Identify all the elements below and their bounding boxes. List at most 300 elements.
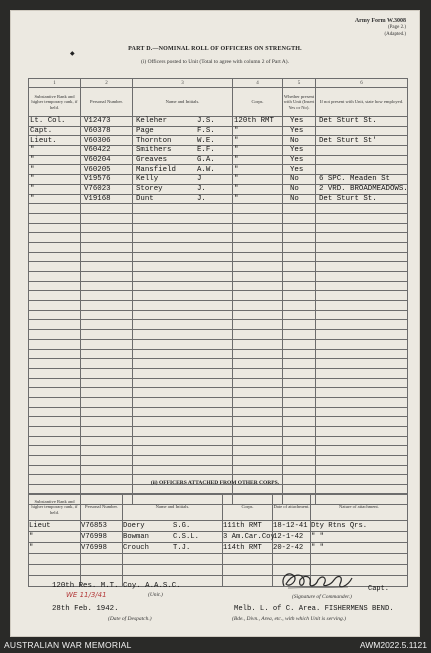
empty-cell (29, 310, 81, 320)
form-adapted: (Adapted.) (384, 32, 406, 37)
empty-cell (133, 446, 233, 456)
empty-cell (81, 310, 133, 320)
empty-cell (283, 281, 316, 291)
rank-cell: Lt. Col. (29, 117, 81, 127)
empty-cell (29, 233, 81, 243)
rank-cell: " (29, 155, 81, 165)
empty-cell (316, 397, 408, 407)
empty-cell (233, 213, 283, 223)
empty-cell (81, 330, 133, 340)
table-row (29, 407, 408, 417)
empty-cell (283, 388, 316, 398)
name-cell (133, 175, 233, 185)
empty-cell (316, 417, 408, 427)
corps-cell: " (233, 126, 283, 136)
table-row (29, 223, 408, 233)
empty-cell (133, 252, 233, 262)
empty-cell (316, 281, 408, 291)
empty-cell (283, 204, 316, 214)
number-cell: V60378 (81, 126, 133, 136)
empty-cell (81, 233, 133, 243)
table-row (29, 310, 408, 320)
number-cell: V76853 (81, 521, 123, 532)
punch-mark: ◆ (70, 51, 75, 57)
empty-cell (223, 576, 273, 587)
present-cell: No (283, 175, 316, 185)
empty-cell (133, 281, 233, 291)
empty-cell (233, 252, 283, 262)
empty-cell (29, 407, 81, 417)
empty-cell (133, 242, 233, 252)
rank-cell: Lieut. (29, 136, 81, 146)
empty-cell (233, 301, 283, 311)
empty-cell (316, 223, 408, 233)
table-row (29, 543, 408, 554)
empty-cell (133, 233, 233, 243)
number-cell: V60422 (81, 146, 133, 156)
empty-cell (233, 204, 283, 214)
date-cell: 20-2-42 (273, 543, 311, 554)
present-cell: Yes (283, 126, 316, 136)
empty-cell (29, 330, 81, 340)
empty-cell (283, 242, 316, 252)
archive-name: AUSTRALIAN WAR MEMORIAL (4, 640, 132, 650)
empty-cell (29, 291, 81, 301)
empty-cell (316, 242, 408, 252)
table-row (29, 281, 408, 291)
column-header-row (29, 88, 408, 117)
column-number: 1 (29, 79, 81, 88)
corps-cell: 111th RMT (223, 521, 273, 532)
empty-cell (316, 446, 408, 456)
present-cell: Yes (283, 165, 316, 175)
empty-cell (81, 320, 133, 330)
empty-cell (133, 427, 233, 437)
column-header: Personal Number. (81, 494, 123, 521)
empty-cell (123, 565, 223, 576)
section1-title: (i) Officers posted to Unit (Total to agree with column 2 of Part A). (141, 59, 289, 65)
officer-initials: J.S. (197, 117, 215, 126)
empty-cell (29, 359, 81, 369)
officer-name: Doery (123, 522, 145, 530)
table-row (29, 136, 408, 146)
employment-cell: Det Sturt St' (316, 136, 408, 146)
empty-cell (283, 223, 316, 233)
column-header: Substantive Rank and higher temporary rank, if held. (29, 494, 81, 521)
empty-cell (29, 223, 81, 233)
officer-initials: F.S. (197, 127, 215, 136)
present-cell: No (283, 184, 316, 194)
empty-cell (316, 310, 408, 320)
column-header: Name and Initials. (133, 88, 233, 117)
table-row (29, 272, 408, 282)
rank-cell: Lieut (29, 521, 81, 532)
empty-cell (316, 301, 408, 311)
employment-cell: Det Sturt St. (316, 194, 408, 204)
number-cell: V76023 (81, 184, 133, 194)
empty-cell (29, 339, 81, 349)
table-row (29, 233, 408, 243)
empty-cell (283, 330, 316, 340)
table-row (29, 204, 408, 214)
empty-cell (29, 397, 81, 407)
empty-cell (316, 368, 408, 378)
empty-cell (133, 407, 233, 417)
empty-cell (283, 427, 316, 437)
empty-cell (283, 436, 316, 446)
table-row (29, 456, 408, 466)
empty-cell (81, 456, 133, 466)
column-header: Whether present with Unit (Insert Yes or No). (283, 88, 316, 117)
empty-cell (233, 310, 283, 320)
number-cell: V19576 (81, 175, 133, 185)
empty-cell (283, 272, 316, 282)
officer-initials: T.J. (173, 544, 191, 552)
empty-cell (133, 291, 233, 301)
officer-name: Thornton (136, 136, 172, 145)
empty-cell (316, 349, 408, 359)
corps-cell: " (233, 165, 283, 175)
name-cell (123, 532, 223, 543)
empty-cell (133, 301, 233, 311)
empty-cell (283, 339, 316, 349)
column-header: Name and Initials. (123, 494, 223, 521)
empty-cell (81, 407, 133, 417)
officer-name: Keleher (136, 117, 168, 126)
empty-cell (223, 565, 273, 576)
empty-cell (233, 281, 283, 291)
empty-cell (81, 378, 133, 388)
empty-cell (283, 407, 316, 417)
empty-cell (81, 465, 133, 475)
column-number: 2 (81, 79, 133, 88)
officer-initials: W.E. (197, 136, 215, 145)
name-cell (133, 194, 233, 204)
empty-cell (233, 456, 283, 466)
empty-cell (29, 388, 81, 398)
empty-cell (133, 397, 233, 407)
empty-cell (133, 368, 233, 378)
empty-cell (29, 204, 81, 214)
unit-name: 120th Res. M.T. Coy. A.A.S.C. (52, 582, 181, 590)
column-number: 4 (233, 79, 283, 88)
empty-cell (283, 349, 316, 359)
empty-cell (29, 554, 81, 565)
empty-cell (133, 378, 233, 388)
empty-cell (133, 320, 233, 330)
rank-cell: Capt. (29, 126, 81, 136)
empty-cell (133, 417, 233, 427)
document-page (10, 10, 420, 637)
name-cell (133, 184, 233, 194)
form-number: Army Form W.3008 (354, 18, 406, 24)
empty-cell (81, 436, 133, 446)
empty-cell (283, 446, 316, 456)
empty-cell (233, 291, 283, 301)
empty-cell (133, 310, 233, 320)
empty-cell (233, 368, 283, 378)
empty-cell (29, 417, 81, 427)
empty-cell (133, 388, 233, 398)
officer-initials: E.F. (197, 146, 215, 155)
empty-cell (81, 262, 133, 272)
area-name: Melb. L. of C. Area. FISHERMENS BEND. (234, 605, 394, 613)
empty-cell (316, 456, 408, 466)
table-row (29, 165, 408, 175)
present-cell: Yes (283, 146, 316, 156)
empty-cell (29, 272, 81, 282)
column-header: Corps. (223, 494, 273, 521)
archive-reference: AWM2022.5.1121 (359, 640, 427, 650)
table-row (29, 446, 408, 456)
empty-cell (81, 242, 133, 252)
empty-cell (283, 368, 316, 378)
empty-cell (316, 407, 408, 417)
table-row (29, 388, 408, 398)
table-row (29, 117, 408, 127)
empty-cell (233, 272, 283, 282)
empty-cell (283, 378, 316, 388)
table-row (29, 252, 408, 262)
name-cell (133, 165, 233, 175)
name-cell (133, 155, 233, 165)
number-cell: V19168 (81, 194, 133, 204)
area-caption: (Bde., Divn., Area, etc., with which Unit is serving.) (232, 616, 346, 622)
empty-cell (233, 223, 283, 233)
empty-cell (81, 359, 133, 369)
empty-cell (29, 436, 81, 446)
empty-cell (29, 456, 81, 466)
column-number: 6 (316, 79, 408, 88)
officer-initials: C.S.L. (173, 533, 199, 541)
despatch-date: 28th Feb. 1942. (52, 605, 119, 613)
empty-cell (133, 339, 233, 349)
officer-name: Crouch (123, 544, 149, 552)
corps-cell: " (233, 136, 283, 146)
empty-cell (81, 417, 133, 427)
officer-name: Bowman (123, 533, 149, 541)
officer-name: Kelly (136, 175, 159, 184)
empty-cell (316, 330, 408, 340)
empty-cell (233, 262, 283, 272)
empty-cell (233, 233, 283, 243)
empty-cell (316, 204, 408, 214)
empty-cell (81, 388, 133, 398)
table-row (29, 213, 408, 223)
empty-cell (316, 378, 408, 388)
empty-cell (316, 213, 408, 223)
table-row (29, 339, 408, 349)
empty-cell (233, 436, 283, 446)
empty-cell (29, 242, 81, 252)
employment-cell: 6 SPC. Meaden St (316, 175, 408, 185)
table-row (29, 359, 408, 369)
nature-cell: Dty Rtns Qrs. (311, 521, 408, 532)
empty-cell (283, 301, 316, 311)
empty-cell (29, 368, 81, 378)
corps-cell: 3 Am.Car.Coy (223, 533, 275, 541)
corps-cell: " (233, 194, 283, 204)
empty-cell (123, 554, 223, 565)
column-header: If not present with Unit, state how employed. (316, 88, 408, 117)
name-cell (133, 117, 233, 127)
table-row (29, 242, 408, 252)
empty-cell (283, 310, 316, 320)
officer-initials: G.A. (197, 156, 215, 165)
present-cell: Yes (283, 117, 316, 127)
empty-cell (29, 446, 81, 456)
part-title: PART D.—NOMINAL ROLL OF OFFICERS ON STRENGTH. (128, 46, 302, 52)
empty-cell (29, 262, 81, 272)
signature-caption: (Signature of Commander.) (292, 594, 352, 600)
present-cell: No (283, 136, 316, 146)
empty-cell (133, 456, 233, 466)
number-cell: V60204 (81, 155, 133, 165)
table-row (29, 184, 408, 194)
nature-cell: " " (311, 543, 408, 554)
table-row (29, 194, 408, 204)
empty-cell (81, 446, 133, 456)
empty-cell (283, 291, 316, 301)
table-row (29, 126, 408, 136)
empty-cell (273, 554, 311, 565)
name-cell (133, 146, 233, 156)
table-row (29, 378, 408, 388)
empty-cell (233, 397, 283, 407)
empty-cell (81, 427, 133, 437)
empty-cell (316, 427, 408, 437)
empty-cell (233, 407, 283, 417)
officer-initials: A.W. (197, 165, 215, 174)
number-cell: V60306 (81, 136, 133, 146)
empty-cell (316, 388, 408, 398)
section2-title: (ii) OFFICERS ATTACHED FROM OTHER CORPS. (150, 480, 280, 486)
column-number: 5 (283, 79, 316, 88)
empty-cell (133, 204, 233, 214)
column-header: Substantive Rank and higher temporary rank, if held. (29, 88, 81, 117)
employment-cell (316, 155, 408, 165)
empty-cell (133, 330, 233, 340)
empty-cell (81, 565, 123, 576)
officer-name: Dunt (136, 194, 154, 203)
empty-cell (29, 378, 81, 388)
empty-cell (283, 213, 316, 223)
name-cell (133, 136, 233, 146)
empty-cell (29, 349, 81, 359)
table-row (29, 427, 408, 437)
officer-initials: J (197, 175, 202, 184)
officer-name: Greaves (136, 156, 168, 165)
empty-cell (316, 465, 408, 475)
empty-cell (29, 301, 81, 311)
empty-cell (81, 281, 133, 291)
attached-header-row (29, 494, 408, 521)
table-row (29, 175, 408, 185)
table-row (29, 320, 408, 330)
rank-cell: " (29, 194, 81, 204)
corps-cell: 114th RMT (223, 543, 273, 554)
empty-cell (233, 320, 283, 330)
empty-cell (133, 465, 233, 475)
empty-cell (29, 565, 81, 576)
corps-cell: " (233, 175, 283, 185)
empty-cell (233, 417, 283, 427)
empty-cell (29, 465, 81, 475)
nature-cell: " " (311, 532, 408, 543)
rank-cell: " (29, 165, 81, 175)
empty-cell (233, 388, 283, 398)
empty-cell (283, 417, 316, 427)
empty-cell (233, 359, 283, 369)
empty-cell (316, 359, 408, 369)
officers-table (28, 78, 408, 505)
number-cell: V76998 (81, 543, 123, 554)
empty-cell (81, 213, 133, 223)
form-header (355, 18, 406, 38)
empty-cell (316, 262, 408, 272)
empty-cell (283, 359, 316, 369)
table-row (29, 349, 408, 359)
empty-cell (316, 233, 408, 243)
number-cell: V60205 (81, 165, 133, 175)
empty-cell (233, 465, 283, 475)
empty-cell (81, 349, 133, 359)
table-row (29, 262, 408, 272)
empty-cell (233, 378, 283, 388)
column-header: Date of attachment. (273, 494, 311, 521)
empty-cell (133, 272, 233, 282)
employment-cell (316, 165, 408, 175)
date-cell: 18-12-41 (273, 521, 311, 532)
empty-cell (81, 397, 133, 407)
table-row (29, 532, 408, 543)
rank-cell: " (29, 532, 81, 543)
rank-cell: " (29, 543, 81, 554)
corps-cell: " (233, 155, 283, 165)
empty-cell (133, 223, 233, 233)
table-row (29, 291, 408, 301)
table-row (29, 521, 408, 532)
empty-cell (283, 397, 316, 407)
empty-cell (133, 262, 233, 272)
empty-cell (81, 339, 133, 349)
empty-cell (283, 252, 316, 262)
present-cell: No (283, 194, 316, 204)
empty-cell (81, 223, 133, 233)
empty-cell (81, 301, 133, 311)
empty-cell (81, 368, 133, 378)
employment-cell: 2 VRD. BROADMEADOWS. (316, 184, 408, 194)
empty-cell (29, 252, 81, 262)
empty-cell (81, 252, 133, 262)
number-cell: V76998 (81, 532, 123, 543)
rank-cell: " (29, 146, 81, 156)
officer-initials: J. (197, 194, 206, 203)
table-row (29, 436, 408, 446)
table-row (29, 554, 408, 565)
empty-cell (133, 436, 233, 446)
unit-caption: (Unit.) (148, 592, 163, 598)
archive-footer (0, 637, 431, 653)
empty-cell (133, 213, 233, 223)
empty-cell (29, 320, 81, 330)
empty-cell (133, 349, 233, 359)
present-cell: Yes (283, 155, 316, 165)
empty-cell (316, 339, 408, 349)
officer-name: Mansfield (136, 165, 176, 174)
column-number-row (29, 79, 408, 88)
corps-cell: " (233, 146, 283, 156)
